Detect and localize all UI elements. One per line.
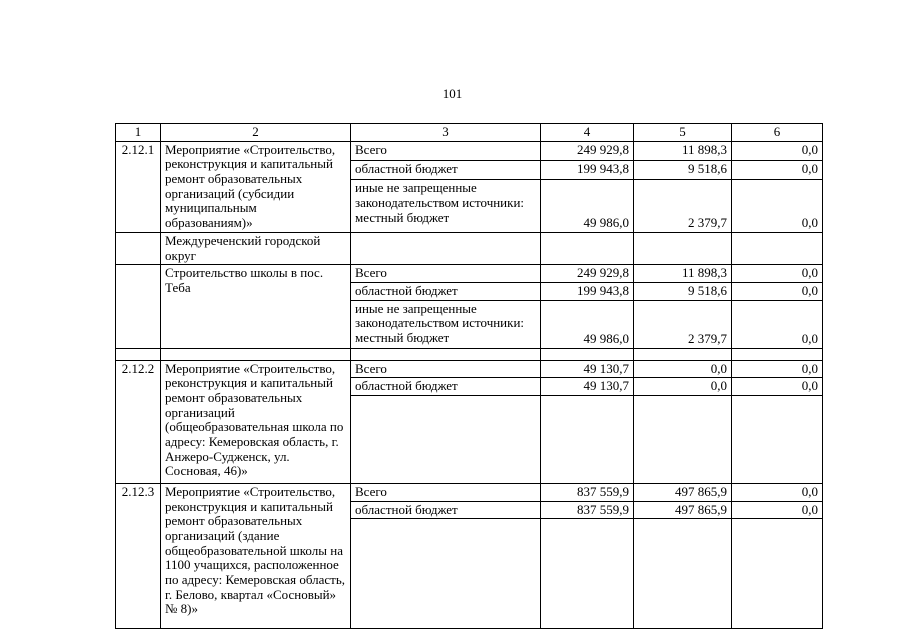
source-cell: Всего	[351, 483, 541, 501]
source-cell: иные не запрещенные законодательством источники: местный бюджет	[351, 180, 541, 232]
source-cell: областной бюджет	[351, 282, 541, 300]
value-cell: 0,0	[634, 360, 732, 378]
value-cell: 0,0	[732, 378, 823, 396]
value-cell: 0,0	[732, 180, 823, 232]
value-cell: 497 865,9	[634, 483, 732, 501]
value-cell: 0,0	[732, 265, 823, 283]
value-cell	[634, 519, 732, 629]
source-cell	[351, 519, 541, 629]
value-cell: 49 986,0	[541, 300, 634, 348]
value-cell: 2 379,7	[634, 180, 732, 232]
value-cell: 0,0	[732, 360, 823, 378]
column-header: 3	[351, 124, 541, 142]
value-cell: 9 518,6	[634, 161, 732, 180]
value-cell: 249 929,8	[541, 265, 634, 283]
description-cell: Мероприятие «Строительство, реконструкция и капитальный ремонт образовательных организаций (общеобразовательная школа по адресу: Кемеровская область, г. Анжеро-Судженск, ул. Сосновая, 46)»	[161, 360, 351, 483]
value-cell: 837 559,9	[541, 483, 634, 501]
table-row	[116, 232, 823, 264]
source-cell	[351, 348, 541, 360]
value-cell	[541, 232, 634, 264]
row-number-cell	[116, 348, 161, 360]
row-number-cell: 2.12.3	[116, 483, 161, 628]
value-cell	[732, 395, 823, 483]
source-cell: Всего	[351, 141, 541, 160]
value-cell	[732, 232, 823, 264]
value-cell	[541, 519, 634, 629]
value-cell: 0,0	[732, 141, 823, 160]
value-cell: 199 943,8	[541, 161, 634, 180]
value-cell	[732, 348, 823, 360]
value-cell: 49 130,7	[541, 360, 634, 378]
source-cell: областной бюджет	[351, 161, 541, 180]
description-cell: Мероприятие «Строительство, реконструкция и капитальный ремонт образовательных организаций (здание общеобразовательной школы на 1100 учащихся, расположенное по адресу: Кемеровская область, г. Белово, квартал «Сосновый» № 8)»	[161, 483, 351, 628]
row-number-cell: 2.12.1	[116, 141, 161, 232]
value-cell	[634, 232, 732, 264]
value-cell: 0,0	[732, 483, 823, 501]
value-cell	[634, 395, 732, 483]
column-header: 5	[634, 124, 732, 142]
source-cell: областной бюджет	[351, 378, 541, 396]
value-cell: 0,0	[732, 300, 823, 348]
value-cell: 49 130,7	[541, 378, 634, 396]
value-cell: 49 986,0	[541, 180, 634, 232]
source-cell	[351, 232, 541, 264]
description-cell	[161, 348, 351, 360]
value-cell: 11 898,3	[634, 265, 732, 283]
table-row	[116, 360, 823, 378]
row-number-cell	[116, 232, 161, 264]
table-row	[116, 141, 823, 160]
value-cell	[732, 519, 823, 629]
value-cell	[541, 395, 634, 483]
value-cell: 2 379,7	[634, 300, 732, 348]
description-cell: Междуреченский городской округ	[161, 232, 351, 264]
source-cell: Всего	[351, 265, 541, 283]
value-cell: 9 518,6	[634, 282, 732, 300]
value-cell	[541, 348, 634, 360]
value-cell: 0,0	[634, 378, 732, 396]
value-cell: 837 559,9	[541, 501, 634, 519]
column-header: 2	[161, 124, 351, 142]
column-header: 1	[116, 124, 161, 142]
source-cell: Всего	[351, 360, 541, 378]
budget-table	[115, 123, 823, 629]
value-cell: 0,0	[732, 282, 823, 300]
row-number-cell	[116, 265, 161, 348]
value-cell	[634, 348, 732, 360]
spacer-row	[116, 348, 823, 360]
source-cell: иные не запрещенные законодательством источники: местный бюджет	[351, 300, 541, 348]
value-cell: 497 865,9	[634, 501, 732, 519]
value-cell: 249 929,8	[541, 141, 634, 160]
column-header: 6	[732, 124, 823, 142]
source-cell	[351, 395, 541, 483]
table-row	[116, 483, 823, 501]
value-cell: 0,0	[732, 501, 823, 519]
table-header-row	[116, 124, 823, 142]
value-cell: 0,0	[732, 161, 823, 180]
column-header: 4	[541, 124, 634, 142]
description-cell: Строительство школы в пос. Теба	[161, 265, 351, 348]
source-cell: областной бюджет	[351, 501, 541, 519]
value-cell: 11 898,3	[634, 141, 732, 160]
value-cell: 199 943,8	[541, 282, 634, 300]
description-cell: Мероприятие «Строительство, реконструкция и капитальный ремонт образовательных организаций (субсидии муниципальным образованиям)»	[161, 141, 351, 232]
row-number-cell: 2.12.2	[116, 360, 161, 483]
table-row	[116, 265, 823, 283]
page-number: 101	[442, 86, 463, 101]
